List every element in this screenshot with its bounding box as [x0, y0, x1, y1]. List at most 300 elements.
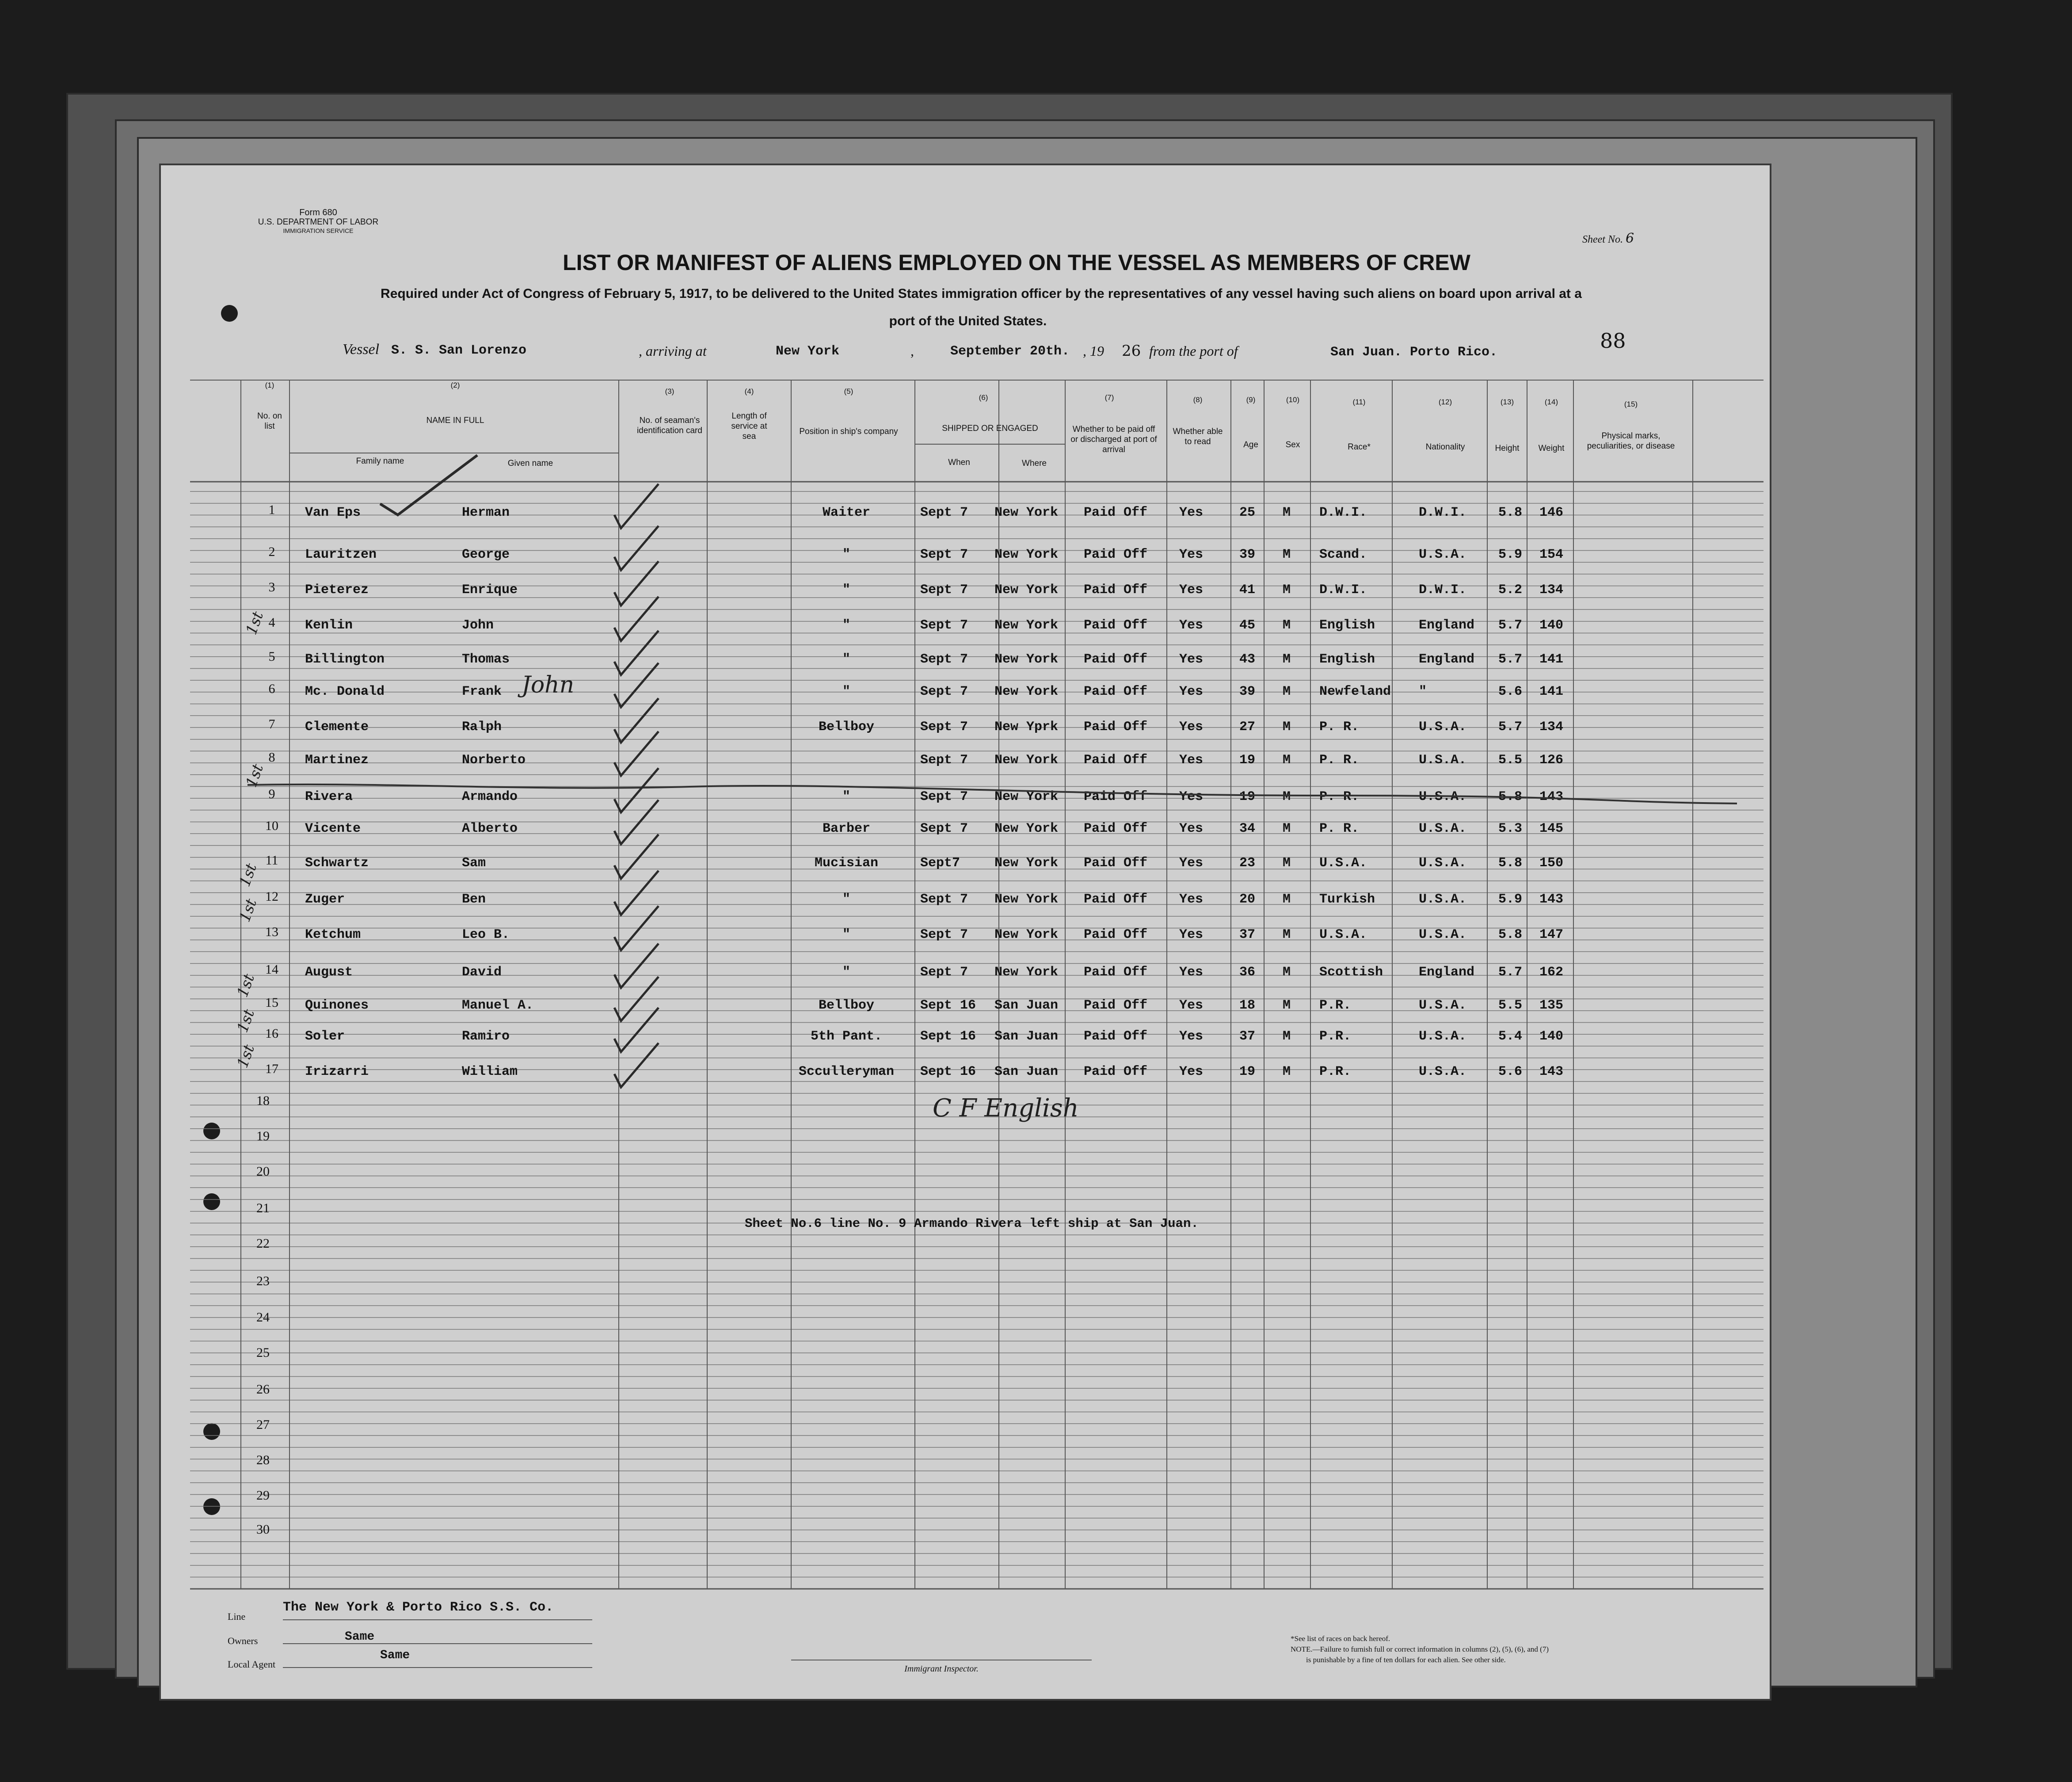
page-title: LIST OR MANIFEST OF ALIENS EMPLOYED ON THE VESSEL AS MEMBERS OF CREW: [563, 250, 1470, 275]
cell-sex: M: [1283, 927, 1291, 942]
cell-weight: 134: [1539, 720, 1564, 735]
cell-when: Sept 16: [920, 1064, 976, 1079]
cell-read: Yes: [1179, 547, 1204, 562]
cell-given: Ben: [462, 892, 486, 907]
arriving-label: , arriving at: [639, 343, 707, 359]
row-number: 13: [265, 925, 278, 939]
cell-sex: M: [1283, 720, 1291, 735]
cell-sex: M: [1283, 652, 1291, 667]
row-number: 3: [268, 580, 275, 594]
cell-read: Yes: [1179, 753, 1204, 768]
inspector-signature: C F English: [933, 1094, 1079, 1123]
cell-race: Scottish: [1319, 965, 1383, 980]
cell-age: 20: [1239, 892, 1256, 907]
header-physical: Physical marks, peculiarities, or disease: [1587, 431, 1675, 451]
col-num-14: (14): [1544, 398, 1558, 406]
cell-paid: Paid Off: [1084, 892, 1148, 907]
cell-position: Barber: [822, 821, 871, 836]
cell-where: New York: [994, 505, 1059, 520]
cell-age: 19: [1239, 789, 1256, 804]
first-mark: 1st: [233, 971, 259, 1000]
row-number: 18: [256, 1093, 270, 1108]
header-paid-off: Whether to be paid off or discharged at port of arrival: [1070, 425, 1157, 454]
cell-when: Sept 7: [920, 789, 968, 804]
header-weight: Weight: [1538, 444, 1565, 453]
row-number: 7: [268, 717, 275, 731]
cell-sex: M: [1283, 965, 1291, 980]
cell-given: John: [462, 618, 494, 633]
cell-given: Enrique: [462, 583, 518, 598]
col-num-15: (15): [1624, 400, 1638, 408]
cell-height: 5.9: [1498, 892, 1523, 907]
cell-height: 5.6: [1498, 684, 1523, 699]
cell-weight: 146: [1539, 505, 1564, 520]
header-sex: Sex: [1285, 440, 1300, 449]
owners-value: Same: [345, 1630, 375, 1644]
cell-where: New York: [994, 547, 1059, 562]
cell-where: San Juan: [994, 1064, 1059, 1079]
cell-when: Sept 7: [920, 720, 968, 735]
cell-race: Scand.: [1319, 547, 1367, 562]
cell-height: 5.8: [1498, 856, 1523, 871]
cell-weight: 145: [1539, 821, 1564, 836]
cell-sex: M: [1283, 753, 1291, 768]
year-prefix: , 19: [1083, 343, 1104, 359]
cell-age: 39: [1239, 684, 1256, 699]
check-mark: [614, 800, 659, 844]
cell-race: P. R.: [1319, 789, 1360, 804]
cell-nationality: U.S.A.: [1419, 1064, 1467, 1079]
row-number: 2: [268, 544, 275, 559]
cell-family: Soler: [305, 1029, 345, 1044]
cell-nationality: England: [1419, 965, 1475, 980]
cell-nationality: D.W.I.: [1419, 505, 1467, 520]
cell-where: New Yprk: [994, 720, 1059, 735]
cell-position: Bellboy: [818, 998, 875, 1013]
cell-height: 5.2: [1498, 583, 1523, 598]
cell-where: New York: [994, 684, 1059, 699]
row-number: 24: [256, 1310, 270, 1325]
from-port: San Juan. Porto Rico.: [1330, 345, 1498, 360]
cell-family: August: [305, 965, 353, 980]
cell-height: 5.7: [1498, 965, 1523, 980]
cell-age: 19: [1239, 1064, 1256, 1079]
cell-height: 5.6: [1498, 1064, 1523, 1079]
cell-race: English: [1319, 652, 1375, 667]
check-mark: [614, 663, 659, 707]
header-given-name: Given name: [507, 459, 553, 468]
agent-label: Local Agent: [228, 1659, 276, 1670]
cell-read: Yes: [1179, 892, 1204, 907]
header-service: Length of service at sea: [731, 411, 767, 441]
col-num-4: (4): [744, 387, 754, 396]
row-number: 12: [265, 889, 278, 904]
cell-race: U.S.A.: [1319, 856, 1367, 871]
col-num-7: (7): [1105, 393, 1114, 402]
cell-nationality: U.S.A.: [1419, 856, 1467, 871]
cell-weight: 143: [1539, 892, 1564, 907]
cell-given: Norberto: [462, 753, 526, 768]
cell-read: Yes: [1179, 789, 1204, 804]
footer-rule: [283, 1619, 592, 1620]
cell-age: 43: [1239, 652, 1256, 667]
cell-given: David: [462, 965, 502, 980]
cell-when: Sept 7: [920, 618, 968, 633]
col-num-9: (9): [1246, 396, 1256, 404]
row-number: 21: [256, 1201, 270, 1215]
cell-read: Yes: [1179, 618, 1204, 633]
note-line: Sheet No.6 line No. 9 Armando Rivera left ship at San Juan.: [745, 1216, 1199, 1231]
cell-position: Mucisian: [814, 856, 879, 871]
first-mark: 1st: [236, 896, 261, 925]
cell-height: 5.7: [1498, 720, 1523, 735]
cell-age: 27: [1239, 720, 1256, 735]
cell-sex: M: [1283, 684, 1291, 699]
col-num-11: (11): [1352, 398, 1366, 406]
cell-paid: Paid Off: [1084, 856, 1148, 871]
cell-position: ": [842, 618, 850, 633]
cell-nationality: U.S.A.: [1419, 753, 1467, 768]
cell-read: Yes: [1179, 583, 1204, 598]
cell-where: San Juan: [994, 1029, 1059, 1044]
cell-given: Alberto: [462, 821, 518, 836]
cell-when: Sept 7: [920, 684, 968, 699]
cell-race: Newfeland: [1319, 684, 1391, 699]
cell-weight: 150: [1539, 856, 1564, 871]
cell-family: Kenlin: [305, 618, 353, 633]
cell-paid: Paid Off: [1084, 1064, 1148, 1079]
col-num-1: (1): [265, 381, 274, 389]
cell-when: Sept 7: [920, 583, 968, 598]
cell-position: 5th Pant.: [810, 1029, 883, 1044]
row-number: 4: [268, 615, 275, 630]
cell-race: Turkish: [1319, 892, 1375, 907]
cell-given: Leo B.: [462, 927, 510, 942]
cell-when: Sept 7: [920, 927, 968, 942]
row-number: 8: [268, 750, 275, 765]
row-number: 9: [268, 787, 275, 801]
cell-position: ": [842, 927, 850, 942]
cell-paid: Paid Off: [1084, 927, 1148, 942]
cell-paid: Paid Off: [1084, 547, 1148, 562]
footer-rule: [283, 1667, 592, 1668]
cell-sex: M: [1283, 856, 1291, 871]
check-mark: [614, 484, 659, 528]
cell-given: William: [462, 1064, 518, 1079]
cell-paid: Paid Off: [1084, 789, 1148, 804]
service: IMMIGRATION SERVICE: [283, 227, 354, 234]
cell-paid: Paid Off: [1084, 583, 1148, 598]
cell-age: 41: [1239, 583, 1256, 598]
header-where: Where: [1022, 459, 1047, 468]
cell-read: Yes: [1179, 1064, 1204, 1079]
first-mark: 1st: [233, 1042, 259, 1070]
cell-where: New York: [994, 789, 1059, 804]
cell-family: Schwartz: [305, 856, 369, 871]
cell-paid: Paid Off: [1084, 998, 1148, 1013]
cell-paid: Paid Off: [1084, 720, 1148, 735]
cell-race: P.R.: [1319, 1029, 1352, 1044]
cell-where: New York: [994, 821, 1059, 836]
cell-sex: M: [1283, 618, 1291, 633]
cell-sex: M: [1283, 1029, 1291, 1044]
cell-when: Sept 7: [920, 753, 968, 768]
header-height: Height: [1495, 444, 1520, 453]
cell-where: New York: [994, 618, 1059, 633]
cell-read: Yes: [1179, 821, 1204, 836]
header-able-to-read: Whether able to read: [1173, 427, 1223, 446]
col-num-3: (3): [665, 387, 674, 396]
cell-weight: 140: [1539, 1029, 1564, 1044]
cell-when: Sept 7: [920, 821, 968, 836]
cell-where: New York: [994, 652, 1059, 667]
cell-given: Ralph: [462, 720, 502, 735]
cell-position: ": [842, 789, 850, 804]
cell-read: Yes: [1179, 505, 1204, 520]
cell-when: Sept 7: [920, 505, 968, 520]
cell-weight: 141: [1539, 652, 1564, 667]
header-nationality: Nationality: [1425, 442, 1465, 452]
cell-given: Herman: [462, 505, 510, 520]
cell-position: Waiter: [822, 505, 871, 520]
header-no-on-list: No. on list: [257, 411, 282, 431]
cell-race: English: [1319, 618, 1375, 633]
row-number: 26: [256, 1382, 270, 1397]
correction-given-name-6: John: [522, 672, 575, 698]
cell-weight: 143: [1539, 1064, 1564, 1079]
cell-family: Zuger: [305, 892, 345, 907]
cell-family: Rivera: [305, 789, 353, 804]
first-mark: 1st: [242, 609, 267, 637]
check-mark: [614, 1008, 659, 1052]
cell-paid: Paid Off: [1084, 753, 1148, 768]
cell-read: Yes: [1179, 965, 1204, 980]
cell-where: San Juan: [994, 998, 1059, 1013]
cell-family: Lauritzen: [305, 547, 377, 562]
cell-sex: M: [1283, 998, 1291, 1013]
cell-position: ": [842, 583, 850, 598]
cell-nationality: U.S.A.: [1419, 547, 1467, 562]
form-number: Form 680: [299, 208, 337, 217]
cell-when: Sept 7: [920, 965, 968, 980]
cell-when: Sept 16: [920, 1029, 976, 1044]
check-mark: [380, 455, 477, 515]
row-number: 17: [265, 1062, 278, 1076]
cell-age: 45: [1239, 618, 1256, 633]
cell-family: Mc. Donald: [305, 684, 385, 699]
cell-nationality: U.S.A.: [1419, 1029, 1467, 1044]
check-mark: [614, 731, 659, 776]
cell-read: Yes: [1179, 684, 1204, 699]
cell-position: ": [842, 965, 850, 980]
row-number: 20: [256, 1164, 270, 1179]
cell-sex: M: [1283, 821, 1291, 836]
row-number: 25: [256, 1345, 270, 1360]
header-shipped: SHIPPED OR ENGAGED: [942, 424, 1038, 433]
cell-weight: 134: [1539, 583, 1564, 598]
year: 26: [1122, 342, 1141, 360]
cell-age: 34: [1239, 821, 1256, 836]
cell-weight: 154: [1539, 547, 1564, 562]
subtitle-line1: Required under Act of Congress of February 5, 1917, to be delivered to the United States immigration officer by the representatives of any vessel having such aliens on board upon arrival at a: [381, 286, 1582, 301]
cell-age: 23: [1239, 856, 1256, 871]
cell-height: 5.3: [1498, 821, 1523, 836]
cell-when: Sept 7: [920, 547, 968, 562]
cell-sex: M: [1283, 1064, 1291, 1079]
cell-sex: M: [1283, 892, 1291, 907]
check-mark: [614, 631, 659, 675]
cell-given: Sam: [462, 856, 486, 871]
row-number: 30: [256, 1522, 270, 1537]
cell-read: Yes: [1179, 720, 1204, 735]
line-value: The New York & Porto Rico S.S. Co.: [283, 1600, 554, 1615]
sheet-number: 6: [1625, 231, 1634, 246]
cell-family: Irizarri: [305, 1064, 369, 1079]
cell-age: 37: [1239, 927, 1256, 942]
row-number: 6: [268, 682, 275, 696]
cell-read: Yes: [1179, 652, 1204, 667]
cell-height: 5.7: [1498, 618, 1523, 633]
row-number: 28: [256, 1453, 270, 1467]
cell-sex: M: [1283, 583, 1291, 598]
cell-height: 5.8: [1498, 927, 1523, 942]
cell-nationality: U.S.A.: [1419, 927, 1467, 942]
row-number: 11: [265, 853, 278, 868]
col-num-2: (2): [450, 381, 460, 389]
cell-height: 5.5: [1498, 753, 1523, 768]
cell-race: P. R.: [1319, 720, 1360, 735]
cell-given: George: [462, 547, 510, 562]
row-number: 5: [268, 649, 275, 664]
cell-paid: Paid Off: [1084, 1029, 1148, 1044]
cell-family: Quinones: [305, 998, 369, 1013]
cell-when: Sept 7: [920, 652, 968, 667]
cell-position: Scculleryman: [798, 1064, 895, 1079]
col-num-10: (10): [1286, 396, 1300, 404]
header-card: No. of seaman's identification card: [637, 416, 702, 435]
cell-weight: 135: [1539, 998, 1564, 1013]
cell-family: Van Eps: [305, 505, 361, 520]
first-mark: 1st: [236, 861, 261, 889]
cell-family: Clemente: [305, 720, 369, 735]
footnote-fine: is punishable by a fine of ten dollars for each alien. See other side.: [1306, 1656, 1506, 1664]
cell-nationality: U.S.A.: [1419, 789, 1467, 804]
sheet-label-text: Sheet No.: [1582, 234, 1623, 245]
cell-height: 5.4: [1498, 1029, 1523, 1044]
cell-race: P. R.: [1319, 753, 1360, 768]
cell-where: New York: [994, 583, 1059, 598]
vessel-label: Vessel: [343, 341, 380, 358]
cell-race: P.R.: [1319, 998, 1352, 1013]
cell-given: Frank: [462, 684, 502, 699]
cell-paid: Paid Off: [1084, 821, 1148, 836]
cell-when: Sept 16: [920, 998, 976, 1013]
cell-given: Thomas: [462, 652, 510, 667]
from-port-label: from the port of: [1149, 343, 1238, 359]
cell-paid: Paid Off: [1084, 652, 1148, 667]
agent-value: Same: [380, 1649, 410, 1662]
col-num-5: (5): [844, 387, 853, 396]
header-position: Position in ship's company: [799, 427, 898, 436]
cell-weight: 143: [1539, 789, 1564, 804]
cell-race: D.W.I.: [1319, 505, 1367, 520]
cell-nationality: U.S.A.: [1419, 821, 1467, 836]
comma: ,: [910, 343, 914, 359]
header-age: Age: [1243, 440, 1258, 449]
owners-label: Owners: [228, 1635, 258, 1646]
check-mark: [614, 526, 659, 570]
cell-race: D.W.I.: [1319, 583, 1367, 598]
cell-paid: Paid Off: [1084, 965, 1148, 980]
row-number: 23: [256, 1274, 270, 1288]
cell-nationality: ": [1419, 684, 1427, 699]
arrival-port: New York: [776, 344, 840, 359]
cell-age: 39: [1239, 547, 1256, 562]
cell-paid: Paid Off: [1084, 618, 1148, 633]
cell-given: Manuel A.: [462, 998, 534, 1013]
page-number: 88: [1600, 329, 1626, 353]
cell-height: 5.8: [1498, 505, 1523, 520]
row-number: 16: [265, 1026, 278, 1041]
footnote-note: NOTE.—Failure to furnish full or correct information in columns (2), (5), (6), and (7): [1291, 1645, 1549, 1653]
cell-family: Ketchum: [305, 927, 361, 942]
arrival-date: September 20th.: [950, 344, 1070, 359]
inspector-label: Immigrant Inspector.: [904, 1664, 979, 1674]
header-race: Race*: [1348, 442, 1371, 452]
cell-where: New York: [994, 856, 1059, 871]
col-num-6: (6): [979, 393, 988, 402]
cell-nationality: U.S.A.: [1419, 892, 1467, 907]
cell-family: Pieterez: [305, 583, 369, 598]
cell-height: 5.9: [1498, 547, 1523, 562]
cell-nationality: U.S.A.: [1419, 998, 1467, 1013]
cell-sex: M: [1283, 789, 1291, 804]
col-num-8: (8): [1193, 396, 1203, 404]
cell-paid: Paid Off: [1084, 684, 1148, 699]
cell-age: 19: [1239, 753, 1256, 768]
cell-race: P. R.: [1319, 821, 1360, 836]
cell-given: Ramiro: [462, 1029, 510, 1044]
cell-family: Billington: [305, 652, 385, 667]
cell-when: Sept 7: [920, 892, 968, 907]
cell-where: New York: [994, 892, 1059, 907]
cell-age: 36: [1239, 965, 1256, 980]
cell-position: ": [842, 684, 850, 699]
row-number: 22: [256, 1236, 270, 1251]
header-family-name: Family name: [356, 457, 404, 466]
header-name-in-full: NAME IN FULL: [426, 416, 484, 425]
subtitle-line2: port of the United States.: [889, 314, 1047, 328]
row-number: 27: [256, 1417, 270, 1432]
cell-race: P.R.: [1319, 1064, 1352, 1079]
row-number: 1: [268, 503, 275, 517]
cell-age: 37: [1239, 1029, 1256, 1044]
line-label: Line: [228, 1611, 246, 1622]
cell-when: Sept7: [920, 856, 960, 871]
cell-sex: M: [1283, 547, 1291, 562]
cell-paid: Paid Off: [1084, 505, 1148, 520]
first-mark: 1st: [233, 1007, 259, 1035]
cell-weight: 140: [1539, 618, 1564, 633]
cell-weight: 141: [1539, 684, 1564, 699]
cell-sex: M: [1283, 505, 1291, 520]
cell-position: ": [842, 652, 850, 667]
cell-family: Martinez: [305, 753, 369, 768]
cell-family: Vicente: [305, 821, 361, 836]
cell-nationality: D.W.I.: [1419, 583, 1467, 598]
cell-position: Bellboy: [818, 720, 875, 735]
cell-height: 5.8: [1498, 789, 1523, 804]
